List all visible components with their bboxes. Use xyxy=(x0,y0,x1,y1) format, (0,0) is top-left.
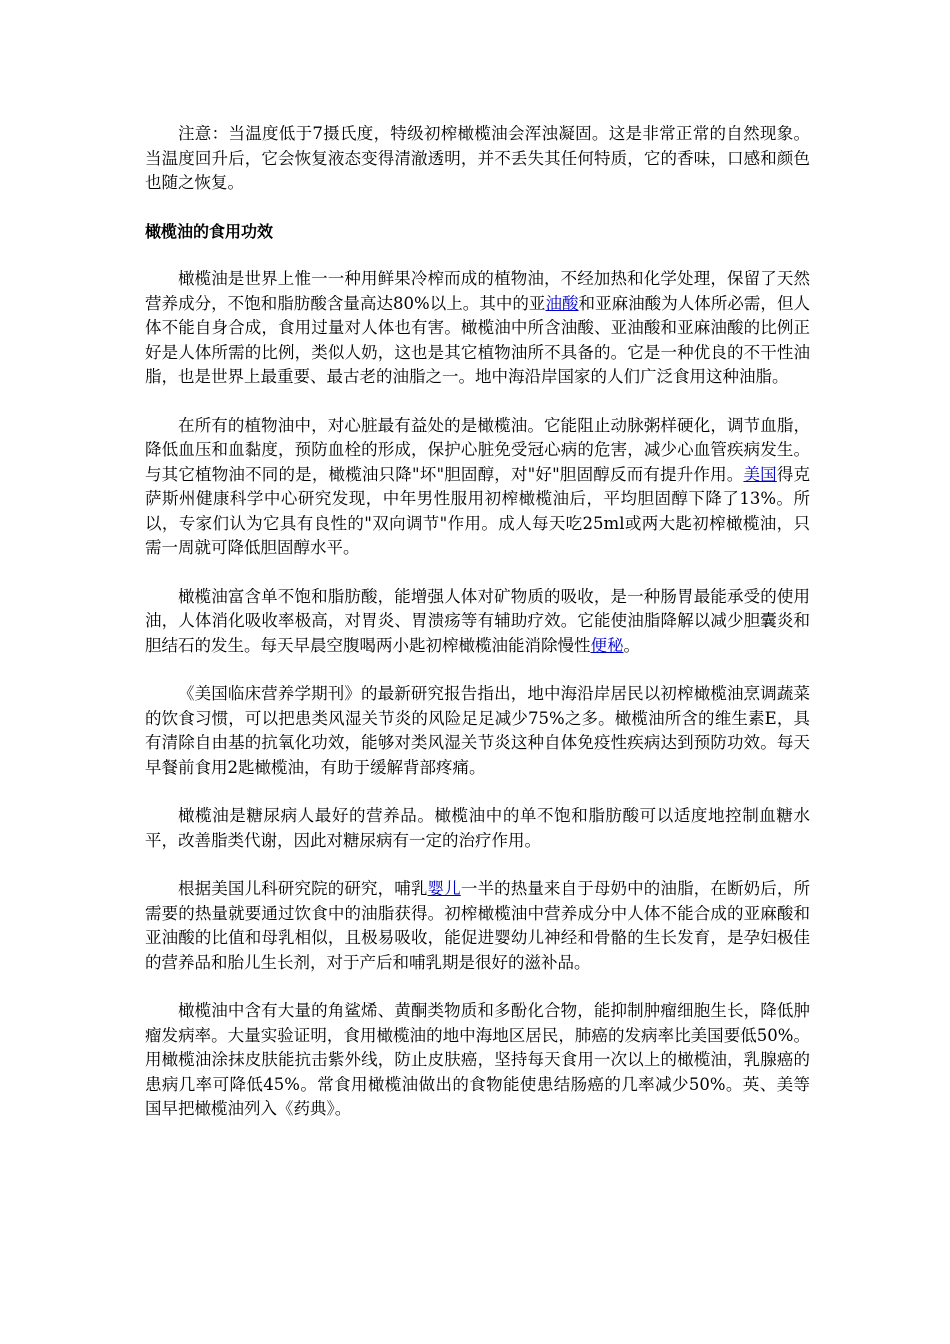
paragraph-1-text-before: 橄榄油是世界上惟一一种用鲜果冷榨而成的植物油，不经加热和化学处理，保留了天然营养成分，不饱和脂肪酸含量高达80%以上。其中的亚 xyxy=(145,269,810,313)
paragraph-2-text-after: 得克萨斯州健康科学中心研究发现，中年男性服用初榨橄榄油后，平均胆固醇下降了13%。所以，专家们认为它具有良性的"双向调节"作用。成人每天吃25ml或两大匙初榨橄榄油，只需一周就可降低胆固醇水平。 xyxy=(145,464,811,557)
paragraph-6-text-after: 一半的热量来自于母奶中的油脂，在断奶后，所需要的热量就要通过饮食中的油脂获得。初榨橄榄油中营养成分中人体不能合成的亚麻酸和亚油酸的比值和母乳相似，且极易吸收，能促进婴幼儿神经和骨骼的生长发育，是孕妇极佳的营养品和胎儿生长剂，对于产后和哺乳期是很好的滋补品。 xyxy=(145,879,811,972)
document-page xyxy=(145,122,810,1146)
paragraph-3 xyxy=(145,585,810,659)
link-constipation[interactable]: 便秘 xyxy=(590,635,624,655)
paragraph-3-text-before: 橄榄油富含单不饱和脂肪酸，能增强人体对矿物质的吸收，是一种肠胃最能承受的使用油，人体消化吸收率极高，对胃炎、胃溃疡等有辅助疗效。它能使油脂降解以减少胆囊炎和胆结石的发生。每天早晨空腹喝两小匙初榨橄榄油能消除慢性 xyxy=(145,586,810,655)
paragraph-3-text-after: 。 xyxy=(623,635,640,655)
note-paragraph: 注意：当温度低于7摄氏度，特级初榨橄榄油会浑浊凝固。这是非常正常的自然现象。当温度回升后，它会恢复液态变得清澈透明，并不丢失其任何特质，它的香味，口感和颜色也随之恢复。 xyxy=(145,124,810,192)
link-usa[interactable]: 美国 xyxy=(743,464,777,484)
paragraph-2-text-before: 在所有的植物油中，对心脏最有益处的是橄榄油。它能阻止动脉粥样硬化，调节血脂，降低血压和血黏度，预防血栓的形成，保护心脏免受冠心病的危害，减少心血管疾病发生。与其它植物油不同的是，橄榄油只降"坏"胆固醇，对"好"胆固醇反而有提升作用。 xyxy=(145,415,810,484)
paragraph-2 xyxy=(145,414,810,561)
paragraph-6 xyxy=(145,877,810,975)
paragraph-1-text-after: 和亚麻油酸为人体所必需，但人体不能自身合成，食用过量对人体也有害。橄榄油中所含油酸、亚油酸和亚麻油酸的比例正好是人体所需的比例，类似人奶，这也是其它植物油所不具备的。它是一种优良的不干性油脂，也是世界上最重要、最古老的油脂之一。地中海沿岸国家的人们广泛食用这种油脂。 xyxy=(145,293,810,386)
section-heading: 橄榄油的食用功效 xyxy=(145,221,274,241)
paragraph-6-text-before: 根据美国儿科研究院的研究，哺乳 xyxy=(178,879,428,898)
paragraph-4: 《美国临床营养学期刊》的最新研究报告指出，地中海沿岸居民以初榨橄榄油烹调蔬菜的饮食习惯，可以把患类风湿关节炎的风险足足减少75%之多。橄榄油所含的维生素E，具有清除自由基的抗氧化功效，能够对类风湿关节炎这种自体免疫性疾病达到预防功效。每天早餐前食用2匙橄榄油，有助于缓解背部疼痛。 xyxy=(145,684,810,777)
link-oleic-acid[interactable]: 油酸 xyxy=(545,293,579,313)
paragraph-7: 橄榄油中含有大量的角鲨烯、黄酮类物质和多酚化合物，能抑制肿瘤细胞生长，降低肿瘤发病率。大量实验证明，食用橄榄油的地中海地区居民，肺癌的发病率比美国要低50%。用橄榄油涂抹皮肤能抗击紫外线，防止皮肤癌，坚持每天食用一次以上的橄榄油，乳腺癌的患病几率可降低45%。常食用橄榄油做出的食物能使患结肠癌的几率减少50%。英、美等国早把橄榄油列入《药典》。 xyxy=(145,1001,810,1118)
paragraph-1 xyxy=(145,267,810,390)
paragraph-5: 橄榄油是糖尿病人最好的营养品。橄榄油中的单不饱和脂肪酸可以适度地控制血糖水平，改善脂类代谢，因此对糖尿病有一定的治疗作用。 xyxy=(145,806,810,850)
link-infant[interactable]: 婴儿 xyxy=(427,879,461,898)
